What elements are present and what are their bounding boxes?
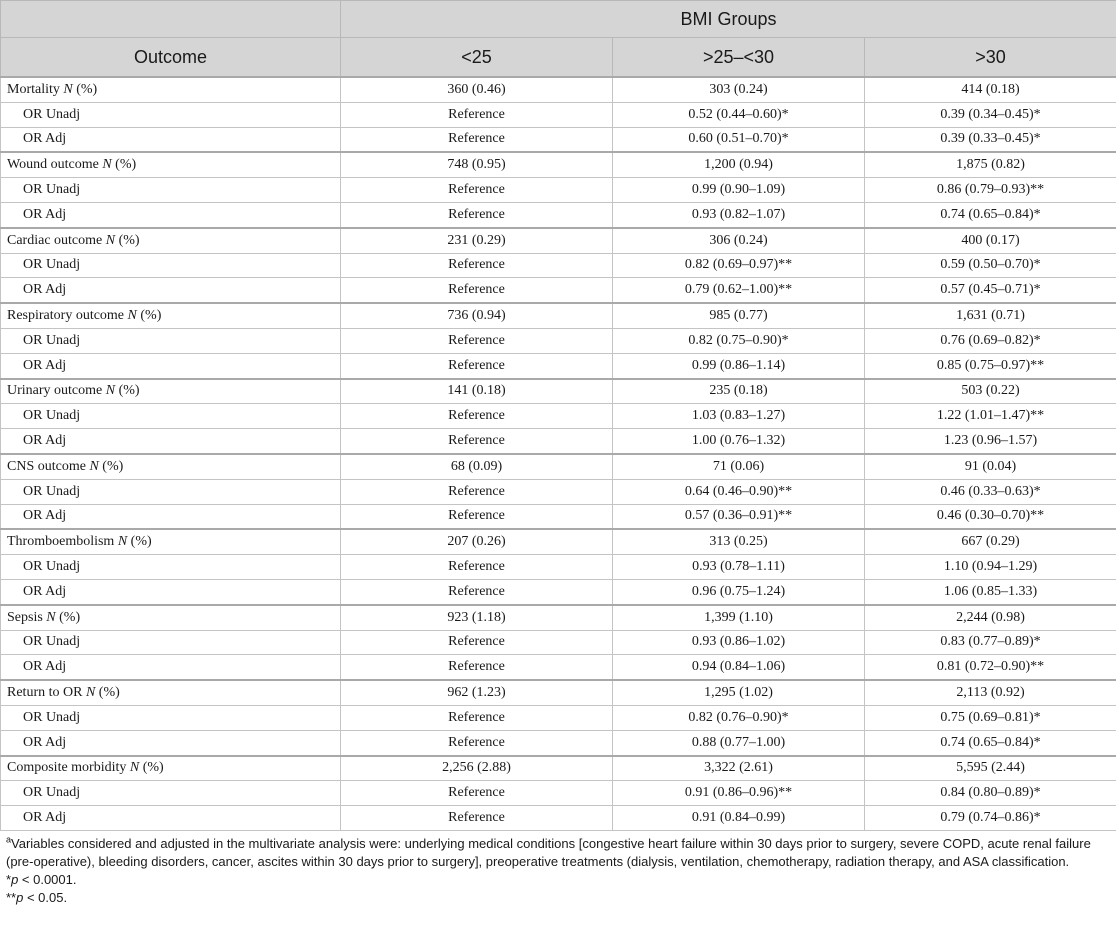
table-row-outcome [1,756,1116,781]
table-row-odds-ratio [1,328,1116,353]
row-label: OR Unadj [23,106,81,122]
row-label-cell [1,504,341,529]
table-row-outcome [1,379,1116,404]
row-label-cell [1,253,341,278]
header-bmi-groups: BMI Groups [341,1,1116,38]
table-cell-value: 0.39 (0.33–0.45)* [865,127,1116,152]
table-cell-value: 303 (0.24) [613,77,865,102]
pct-label: (%) [102,458,124,474]
table-cell-value: 0.75 (0.69–0.81)* [865,705,1116,730]
table-cell-value: 1.10 (0.94–1.29) [865,555,1116,580]
n-label: N [63,81,73,97]
row-label: OR Unadj [23,182,81,198]
table-cell-value: 0.85 (0.75–0.97)** [865,353,1116,378]
n-label: N [85,685,96,701]
row-label-cell [1,630,341,655]
row-label-cell [1,454,341,479]
table-cell-value: 923 (1.18) [341,605,613,630]
pct-label: (%) [76,81,98,97]
table-cell-value: Reference [341,555,613,580]
table-cell-value: 2,244 (0.98) [865,605,1116,630]
table-cell-value: Reference [341,202,613,227]
table-cell-value: 2,256 (2.88) [341,756,613,781]
table-cell-value: 0.57 (0.45–0.71)* [865,278,1116,303]
table-row-odds-ratio [1,353,1116,378]
table-cell-value: 71 (0.06) [613,454,865,479]
table-cell-value: 360 (0.46) [341,77,613,102]
table-cell-value: Reference [341,102,613,127]
table-row-odds-ratio [1,579,1116,604]
row-label-cell [1,202,341,227]
table-cell-value: Reference [341,730,613,755]
n-label: N [105,232,116,248]
table-cell-value: 0.79 (0.74–0.86)* [865,806,1116,831]
table-cell-value: Reference [341,705,613,730]
row-label-cell [1,429,341,454]
table-cell-value: 0.52 (0.44–0.60)* [613,102,865,127]
table-row-odds-ratio [1,705,1116,730]
row-label-cell [1,379,341,404]
table-row-odds-ratio [1,504,1116,529]
table-cell-value: 1.22 (1.01–1.47)** [865,404,1116,429]
table-cell-value: 3,322 (2.61) [613,756,865,781]
row-label: OR Adj [23,206,67,222]
table-row-outcome [1,454,1116,479]
row-label-cell [1,806,341,831]
table-cell-value: 0.79 (0.62–1.00)** [613,278,865,303]
table-cell-value: 736 (0.94) [341,303,613,328]
table-cell-value: Reference [341,806,613,831]
row-label-cell [1,77,341,102]
table-cell-value: 1.03 (0.83–1.27) [613,404,865,429]
row-label: Respiratory outcome [7,308,125,324]
table-row-odds-ratio [1,479,1116,504]
row-label: Mortality [7,81,60,97]
row-label-cell [1,353,341,378]
pct-label: (%) [115,157,137,173]
row-label: Wound outcome [7,157,99,173]
table-row-outcome [1,605,1116,630]
table-row-odds-ratio [1,655,1116,680]
table-cell-value: 0.93 (0.82–1.07) [613,202,865,227]
row-label: CNS outcome [7,458,86,474]
table-cell-value: 0.93 (0.78–1.11) [613,555,865,580]
row-label: Sepsis [7,609,43,625]
table-row-odds-ratio [1,781,1116,806]
table-row-odds-ratio [1,178,1116,203]
table-row-odds-ratio [1,102,1116,127]
table-cell-value: 400 (0.17) [865,228,1116,253]
table-row-odds-ratio [1,429,1116,454]
header-col-25-30: >25–<30 [613,38,865,78]
table-cell-value: 68 (0.09) [341,454,613,479]
table-cell-value: 313 (0.25) [613,529,865,554]
table-cell-value: 0.39 (0.34–0.45)* [865,102,1116,127]
row-label-cell [1,479,341,504]
table-cell-value: 1.06 (0.85–1.33) [865,579,1116,604]
row-label: OR Adj [23,810,67,825]
row-label: OR Unadj [23,634,81,650]
pct-label: (%) [98,685,120,701]
row-label-cell [1,655,341,680]
table-cell-value: Reference [341,504,613,529]
row-label-cell [1,228,341,253]
table-cell-value: Reference [341,404,613,429]
row-label-cell [1,303,341,328]
table-cell-value: 0.74 (0.65–0.84)* [865,202,1116,227]
row-label-cell [1,278,341,303]
table-cell-value: Reference [341,579,613,604]
table-cell-value: Reference [341,429,613,454]
footnotes [0,831,1116,907]
table-cell-value: Reference [341,253,613,278]
pct-label: (%) [130,534,152,550]
row-label: OR Adj [23,508,67,524]
n-label: N [105,383,116,399]
table-row-outcome [1,152,1116,177]
row-label-cell [1,579,341,604]
table-row-outcome [1,303,1116,328]
header-outcome: Outcome [1,38,341,78]
row-label: OR Unadj [23,483,81,499]
table-cell-value: 0.76 (0.69–0.82)* [865,328,1116,353]
table-cell-value: Reference [341,781,613,806]
table-cell-value: Reference [341,127,613,152]
row-label: OR Unadj [23,408,81,424]
row-label: OR Adj [23,734,67,750]
footnote-a [6,835,1110,871]
row-label-cell [1,705,341,730]
row-label: OR Adj [23,131,67,147]
table-cell-value: 0.99 (0.90–1.09) [613,178,865,203]
table-cell-value: 0.81 (0.72–0.90)** [865,655,1116,680]
n-label: N [46,609,56,625]
table-cell-value: 667 (0.29) [865,529,1116,554]
header-col-over-30: >30 [865,38,1116,78]
n-label: N [89,458,99,474]
footnote-a-marker: a [6,834,12,845]
table-cell-value: 1,631 (0.71) [865,303,1116,328]
table-cell-value: 0.94 (0.84–1.06) [613,655,865,680]
pct-label: (%) [142,760,164,776]
row-label: OR Adj [23,282,67,298]
row-label: Cardiac outcome [7,232,103,248]
table-cell-value: 0.82 (0.76–0.90)* [613,705,865,730]
table-row-odds-ratio [1,127,1116,152]
table-cell-value: 1.00 (0.76–1.32) [613,429,865,454]
footnote-a-text: Variables considered and adjusted in the multivariate analysis were: underlying medical conditions [congestive heart failure within 30 days prior to surgery, severe COPD, acute renal failure (pre-operative), bleeding disorders, cancer, ascites within 30 days prior to surgery], preoperative treatments (dialysis, ventilation, chemotherapy, radiation therapy, and ASA classification. [6,835,1091,869]
header-blank-cell [1,1,341,38]
row-label-cell [1,756,341,781]
n-label: N [129,760,140,776]
row-label: OR Unadj [23,559,81,575]
row-label-cell [1,152,341,177]
footnote-single-star: *p < 0.0001. [6,871,77,887]
table-cell-value: 0.93 (0.86–1.02) [613,630,865,655]
table-cell-value: 0.59 (0.50–0.70)* [865,253,1116,278]
table-cell-value: Reference [341,630,613,655]
row-label: OR Unadj [23,709,81,725]
table-cell-value: Reference [341,353,613,378]
row-label-cell [1,555,341,580]
table-row-odds-ratio [1,806,1116,831]
table-cell-value: 962 (1.23) [341,680,613,705]
table-row-outcome [1,228,1116,253]
table-cell-value: 0.60 (0.51–0.70)* [613,127,865,152]
table-cell-value: 1,200 (0.94) [613,152,865,177]
table-cell-value: 0.86 (0.79–0.93)** [865,178,1116,203]
table-cell-value: 141 (0.18) [341,379,613,404]
table-row-outcome [1,529,1116,554]
table-cell-value: 0.82 (0.69–0.97)** [613,253,865,278]
row-label-cell [1,127,341,152]
table-row-odds-ratio [1,630,1116,655]
table-cell-value: 0.74 (0.65–0.84)* [865,730,1116,755]
table-cell-value: 0.91 (0.84–0.99) [613,806,865,831]
n-label: N [102,157,112,173]
table-row-outcome [1,77,1116,102]
table-cell-value: 0.82 (0.75–0.90)* [613,328,865,353]
row-label-cell [1,529,341,554]
table-row-odds-ratio [1,202,1116,227]
table-cell-value: Reference [341,178,613,203]
table-cell-value: 0.99 (0.86–1.14) [613,353,865,378]
table-row-outcome [1,680,1116,705]
table-cell-value: 5,595 (2.44) [865,756,1116,781]
table-cell-value: 0.88 (0.77–1.00) [613,730,865,755]
table-cell-value: 0.96 (0.75–1.24) [613,579,865,604]
table-cell-value: 0.46 (0.33–0.63)* [865,479,1116,504]
table-cell-value: Reference [341,479,613,504]
table-cell-value: 748 (0.95) [341,152,613,177]
table-cell-value: 306 (0.24) [613,228,865,253]
pct-label: (%) [59,609,81,625]
pct-label: (%) [140,308,162,324]
table-cell-value: 0.83 (0.77–0.89)* [865,630,1116,655]
row-label-cell [1,178,341,203]
table-cell-value: 1,295 (1.02) [613,680,865,705]
table-cell-value: 0.46 (0.30–0.70)** [865,504,1116,529]
table-cell-value: 0.84 (0.80–0.89)* [865,781,1116,806]
table-cell-value: 1.23 (0.96–1.57) [865,429,1116,454]
table-cell-value: Reference [341,278,613,303]
row-label: OR Adj [23,659,67,675]
row-label-cell [1,605,341,630]
table-body [1,77,1116,830]
n-label: N [127,308,137,324]
table-row-odds-ratio [1,555,1116,580]
table-cell-value: 235 (0.18) [613,379,865,404]
row-label: OR Adj [23,357,67,373]
table-row-odds-ratio [1,404,1116,429]
table-cell-value: 0.57 (0.36–0.91)** [613,504,865,529]
footnote-double-star: **p < 0.05. [6,889,68,905]
pct-label: (%) [118,383,140,399]
row-label: OR Unadj [23,332,81,348]
row-label-cell [1,680,341,705]
row-label-cell [1,328,341,353]
row-label: OR Adj [23,433,67,449]
row-label: Composite morbidity [7,760,127,776]
row-label-cell [1,404,341,429]
row-label-cell [1,102,341,127]
table-cell-value: 0.91 (0.86–0.96)** [613,781,865,806]
row-label: OR Unadj [23,785,81,801]
table-row-odds-ratio [1,253,1116,278]
table-cell-value: 231 (0.29) [341,228,613,253]
row-label: OR Unadj [23,257,81,273]
table-cell-value: Reference [341,328,613,353]
pct-label: (%) [118,232,140,248]
row-label: Thromboembolism [7,534,115,550]
table-cell-value: 1,875 (0.82) [865,152,1116,177]
table-cell-value: 207 (0.26) [341,529,613,554]
table-cell-value: 414 (0.18) [865,77,1116,102]
table-cell-value: Reference [341,655,613,680]
header-col-under-25: <25 [341,38,613,78]
table-cell-value: 503 (0.22) [865,379,1116,404]
row-label-cell [1,781,341,806]
table-cell-value: 985 (0.77) [613,303,865,328]
table-row-odds-ratio [1,730,1116,755]
table-cell-value: 0.64 (0.46–0.90)** [613,479,865,504]
row-label: Return to OR [7,685,83,701]
table-cell-value: 2,113 (0.92) [865,680,1116,705]
table-cell-value: 1,399 (1.10) [613,605,865,630]
table-cell-value: 91 (0.04) [865,454,1116,479]
row-label: OR Adj [23,583,67,599]
row-label: Urinary outcome [7,383,103,399]
table-row-odds-ratio [1,278,1116,303]
row-label-cell [1,730,341,755]
n-label: N [117,534,128,550]
